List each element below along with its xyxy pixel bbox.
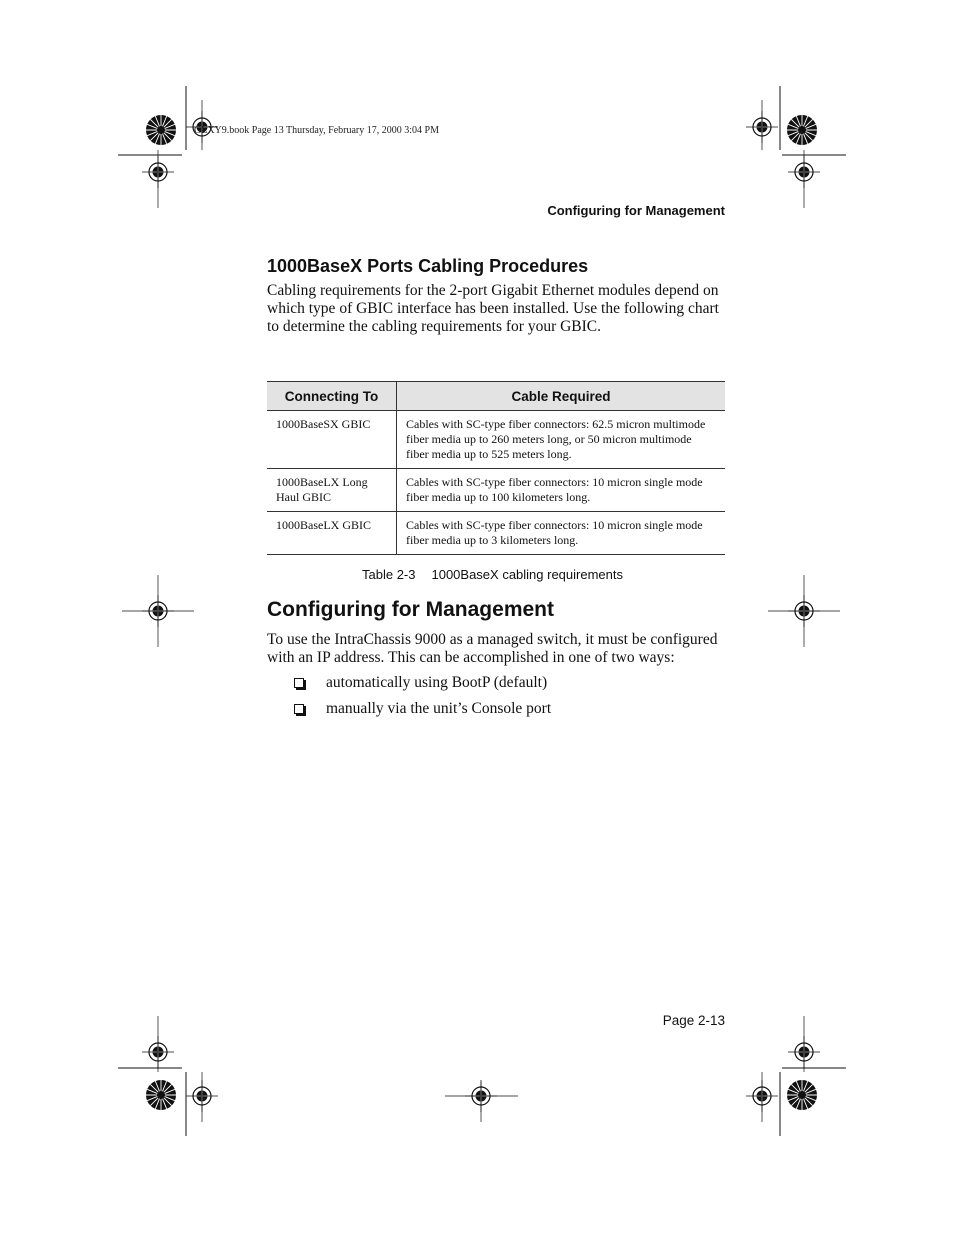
cell-cable-required: Cables with SC-type fiber connectors: 10 micron single mode fiber media up to 100 kilometers long. bbox=[397, 469, 726, 512]
registration-mark-icon bbox=[788, 156, 820, 188]
print-slug: GLXY9.book Page 13 Thursday, February 17, 2000 3:04 PM bbox=[194, 125, 439, 136]
list-item-text: automatically using BootP (default) bbox=[326, 674, 548, 691]
management-paragraph: To use the IntraChassis 9000 as a managed switch, it must be configured with an IP address. This can be accomplished in one of two ways: bbox=[267, 631, 718, 666]
page-number: Page 2-13 bbox=[662, 1013, 725, 1028]
cell-connecting-to: 1000BaseLX GBIC bbox=[267, 512, 397, 555]
checkbox-bullet-icon bbox=[294, 704, 304, 714]
table-caption-text: 1000BaseX cabling requirements bbox=[431, 567, 623, 582]
column-header-connecting-to: Connecting To bbox=[267, 382, 397, 411]
table-caption-number: Table 2-3 bbox=[362, 567, 416, 582]
checkbox-bullet-icon bbox=[294, 678, 304, 688]
cabling-table bbox=[267, 381, 725, 555]
registration-mark-icon bbox=[142, 1036, 174, 1068]
list-item-text: manually via the unit’s Console port bbox=[326, 700, 552, 717]
registration-mark-icon bbox=[186, 1080, 218, 1112]
cell-connecting-to: 1000BaseSX GBIC bbox=[267, 411, 397, 469]
starburst-target-icon bbox=[146, 115, 176, 145]
cell-cable-required: Cables with SC-type fiber connectors: 10 micron single mode fiber media up to 3 kilometers long. bbox=[397, 512, 726, 555]
column-header-cable-required: Cable Required bbox=[397, 382, 726, 411]
management-bullet-list bbox=[294, 674, 551, 726]
starburst-target-icon bbox=[146, 1080, 176, 1110]
running-head: Configuring for Management bbox=[547, 203, 725, 218]
table-row bbox=[267, 512, 725, 555]
list-item bbox=[294, 674, 551, 700]
table-caption bbox=[362, 567, 623, 582]
registration-mark-icon bbox=[746, 1080, 778, 1112]
registration-mark-icon bbox=[746, 111, 778, 143]
section-heading-management: Configuring for Management bbox=[267, 598, 554, 621]
cell-cable-required: Cables with SC-type fiber connectors: 62.5 micron multimode fiber media up to 260 meters long, or 50 micron multimode fiber media up to 525 meters long. bbox=[397, 411, 726, 469]
table-row bbox=[267, 469, 725, 512]
registration-mark-icon bbox=[142, 595, 174, 627]
table-row bbox=[267, 411, 725, 469]
starburst-target-icon bbox=[787, 115, 817, 145]
registration-mark-icon bbox=[142, 156, 174, 188]
registration-mark-icon bbox=[465, 1080, 497, 1112]
starburst-target-icon bbox=[787, 1080, 817, 1110]
registration-mark-icon bbox=[788, 595, 820, 627]
table-header-row bbox=[267, 382, 725, 411]
section-heading-cabling: 1000BaseX Ports Cabling Procedures bbox=[267, 256, 589, 276]
list-item bbox=[294, 700, 551, 726]
cell-connecting-to: 1000BaseLX Long Haul GBIC bbox=[267, 469, 397, 512]
cabling-intro-paragraph: Cabling requirements for the 2-port Gigabit Ethernet modules depend on which type of GBIC interface has been installed. Use the following chart to determine the cabling requirements for your GBIC. bbox=[267, 282, 719, 335]
registration-mark-icon bbox=[788, 1036, 820, 1068]
